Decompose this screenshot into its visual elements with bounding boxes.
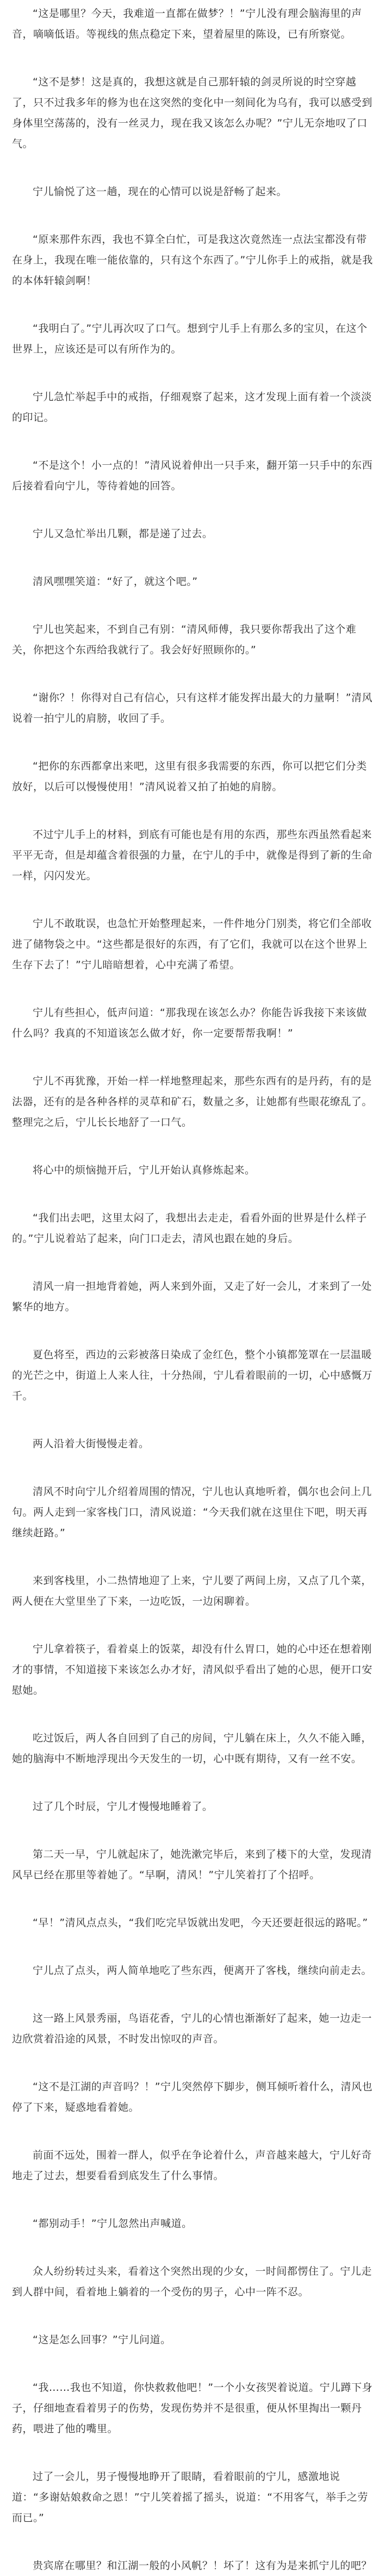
paragraph: “这不是江湖的声音吗？！”宁儿突然停下脚步，侧耳倾听着什么，清风也停了下来，疑惑地看着她。: [12, 2081, 373, 2113]
paragraph: “早！”清风点点头，“我们吃完早饭就出发吧，今天还要赶很远的路呢。”: [33, 1917, 368, 1929]
paragraph: 清风不时向宁儿介绍着周围的情况，宁儿也认真地听着，偶尔也会问上几句。两人走到一家客栈门口，清风说道：“今天我们就在这里住下吧，明天再继续赶路。”: [12, 1486, 372, 1539]
paragraph: 过了几个时辰，宁儿才慢慢地睡着了。: [33, 1801, 213, 1813]
paragraph: 两人沿着大街慢慢走着。: [33, 1438, 150, 1450]
paragraph: 宁儿急忙举起手中的戒指，仔细观察了起来，这才发现上面有着一个淡淡的印记。: [12, 391, 372, 424]
paragraph: 过了一会儿，男子慢慢地睁开了眼睛，看着眼前的宁儿，感激地说道：“多谢姑娘救命之恩！”宁儿笑着摇了摇头，说道：“不用客气，举手之劳而已。”: [12, 2471, 369, 2524]
paragraph: “我明白了。”宁儿再次叹了口气。想到宁儿手上有那么多的宝贝，在这个世界上，应该还是可以有所作为的。: [12, 323, 368, 355]
paragraph: 这一路上风景秀丽，鸟语花香，宁儿的心情也渐渐好了起来，她一边走一边欣赏着沿途的风景，不时发出惊叹的声音。: [12, 2012, 372, 2045]
paragraph: “谢你？！你得对自己有信心，只有这样才能发挥出最大的力量啊！”清风说着一拍宁儿的肩膀，收回了手。: [12, 692, 373, 724]
paragraph: 宁儿拿着筷子，看着桌上的饭菜，却没有什么胃口，她的心中还在想着刚才的事情，不知道接下来该怎么办才好，清风似乎看出了她的心思，便开口安慰她。: [12, 1643, 373, 1696]
paragraph: 众人纷纷转过头来，看着这个突然出现的少女，一时间都愣住了。宁儿走到人群中间，看着地上躺着的一个受伤的男子，心中一阵不忍。: [12, 2265, 372, 2298]
paragraph: 贵宾席在哪里？和江湖一般的小风帆？！坏了！这有为是来抓宁儿的吧？: [33, 2560, 372, 2572]
paragraph: 来到客栈里，小二热情地迎了上来，宁儿要了两间上房，又点了几个菜，两人便在大堂里坐了下来，一边吃饭，一边闲聊着。: [12, 1575, 372, 1607]
paragraph: 清风一肩一担地背着她，两人来到外面，又走了好一会儿，才来到了一处繁华的地方。: [12, 1280, 372, 1313]
paragraph: 宁儿也笑起来，不到自己有别：“清风师傅，我只要你帮我出了这个难关，你把这个东西给我就行了。我会好好照顾你的。”: [12, 623, 357, 656]
paragraph: “我们出去吧，这里太闷了，我想出去走走，看看外面的世界是什么样子的。”宁儿说着站了起来，向门口走去，清风也跟在她的身后。: [12, 1212, 367, 1245]
paragraph: 宁儿不再犹豫，开始一样一样地整理起来，那些东西有的是丹药，有的是法器，还有的是各种各样的灵草和矿石，数量之多，让她都有些眼花缭乱了。整理完之后，宁儿长长地舒了一口气。: [12, 1075, 373, 1128]
paragraph: “原来那件东西，我也不算全白忙，可是我这次竟然连一点法宝都没有带在身上，我现在唯一能依靠的，只有这个东西了。”宁儿你手上的戒指，就是我的本体轩辕剑啊！: [12, 233, 373, 287]
paragraph: 不过宁儿手上的材料，到底有可能也是有用的东西，那些东西虽然看起来平平无奇，但是却蕴含着很强的力量，在宁儿的手中，就像是得到了新的生命一样，闪闪发光。: [12, 829, 373, 882]
paragraph: 宁儿有些担心，低声问道：“那我现在该怎么办？你能告诉我接下来该做什么吗？我真的不知道该怎么做才好，你一定要帮帮我啊！”: [12, 1007, 367, 1039]
paragraph: “这不是梦！这是真的，我想这就是自己那轩辕的剑灵所说的时空穿越了，只不过我多年的修为也在这突然的变化中一刻间化为乌有，我可以感受到身体里空荡荡的，没有一丝灵力，现在我又该怎么办呢？”宁儿无奈地叹了口气。: [12, 76, 373, 150]
paragraph: 清风嘿嘿笑道：“好了，就这个吧。”: [33, 576, 198, 588]
paragraph: “都别动手！”宁儿忽然出声喊道。: [33, 2218, 192, 2230]
paragraph: 前面不远处，围着一群人，似乎在争论着什么，声音越来越大，宁儿好奇地走了过去，想要看看到底发生了什么事情。: [12, 2149, 372, 2182]
paragraph: “我……我也不知道，你快救救他吧！”一个小女孩哭着说道。宁儿蹲下身子，仔细地查看着男子的伤势，发现伤势并不是很重，便从怀里掏出一颗丹药，喂进了他的嘴里。: [12, 2382, 373, 2435]
paragraph: “把你的东西都拿出来吧，这里有很多我需要的东西，你可以把它们分类放好，以后可以慢慢使用！”清风说着又拍了拍她的肩膀。: [12, 760, 367, 793]
paragraph: 宁儿又急忙举出几颗，都是递了过去。: [33, 528, 213, 540]
paragraph: 第二天一早，宁儿就起床了，她洗漱完毕后，来到了楼下的大堂，发现清风早已经在那里等着她了。“早啊，清风！”宁儿笑着打了个招呼。: [12, 1848, 372, 1881]
paragraph: 宁儿点了点头，两人简单地吃了些东西，便离开了客栈，继续向前走去。: [33, 1965, 372, 1977]
paragraph: “这是哪里？今天，我难道一直都在做梦？！”宁儿没有理会脑海里的声音，嘀嘀低语。等视线的焦点稳定下来，望着屋里的陈设，已有所察觉。: [12, 8, 362, 40]
paragraph: 夏色将至，西边的云彩被落日染成了金红色，整个小镇都笼罩在一层温暖的光芒之中，街道上人来人往，十分热闹，宁儿看着眼前的一切，心中感慨万千。: [12, 1349, 373, 1402]
paragraph: 宁儿不敢耽误，也急忙开始整理起来，一件件地分门别类，将它们全部收进了储物袋之中。“这些都是很好的东西，有了它们，我就可以在这个世界上生存下去了！”宁儿暗暗想着，心中充满了希望。: [12, 918, 372, 971]
paragraph: 吃过饭后，两人各自回到了自己的房间，宁儿躺在床上，久久不能入睡，她的脑海中不断地浮现出今天发生的一切，心中既有期待，又有一丝不安。: [12, 1732, 372, 1765]
paragraph: 宁儿愉悦了这一趟，现在的心情可以说是舒畅了起来。: [33, 186, 288, 198]
paragraph: “不是这个！小一点的！”清风说着伸出一只手来，翻开第一只手中的东西后接着看向宁儿，等待着她的回答。: [12, 459, 373, 492]
paragraph: “这是怎么回事？”宁儿问道。: [33, 2334, 171, 2346]
paragraph: 将心中的烦恼抛开后，宁儿开始认真修炼起来。: [33, 1164, 256, 1176]
